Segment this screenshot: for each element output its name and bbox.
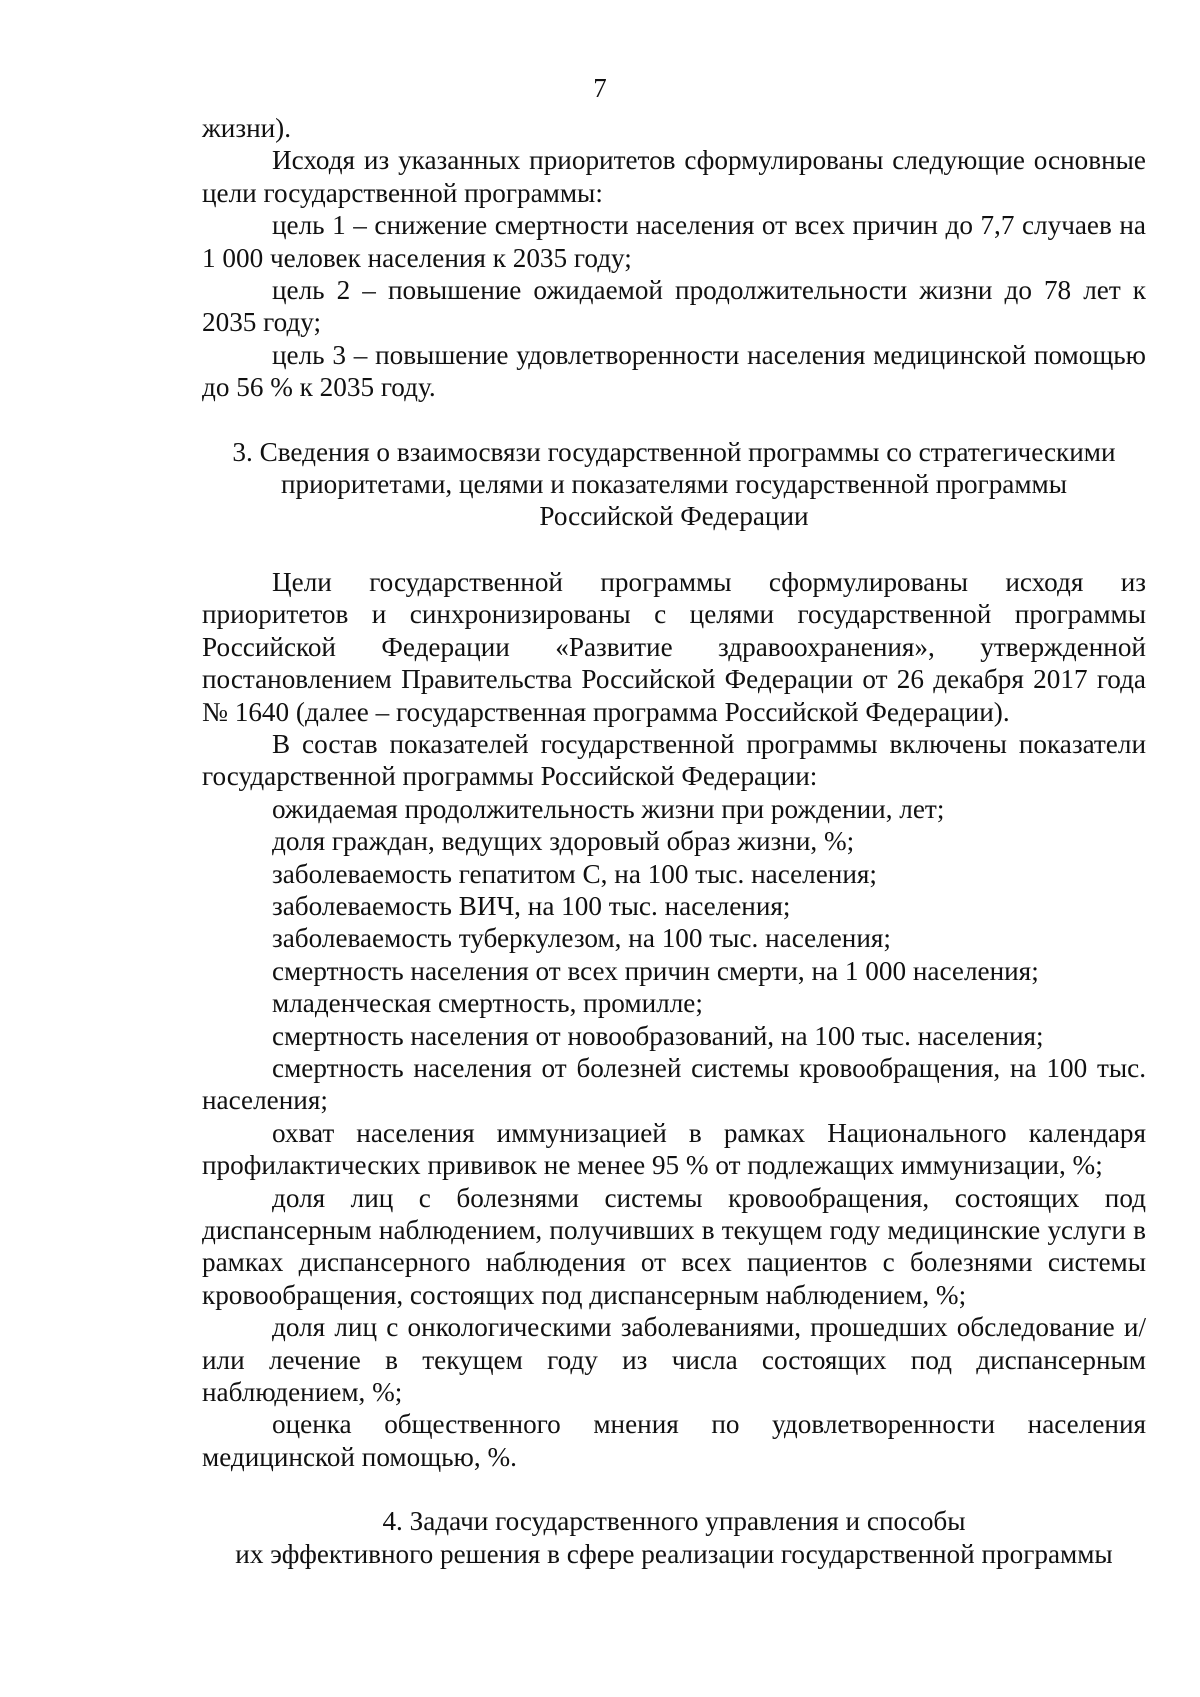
- document-body: [202, 112, 1146, 1570]
- section-3-heading: [202, 436, 1146, 533]
- heading-line: 4. Задачи государственного управления и способы: [382, 1506, 966, 1537]
- indicator-item: ожидаемая продолжительность жизни при рождении, лет;: [272, 793, 945, 824]
- indicators-list: [202, 793, 1146, 1474]
- heading-line: их эффективного решения в сфере реализации государственной программы: [235, 1538, 1113, 1569]
- indicator-item: доля лиц с онкологическими заболеваниями, прошедших обследование и/или лечение в текущем году из числа состоящих под диспансерным наблюдением, %;: [202, 1312, 1146, 1408]
- goals-alignment-paragraph: Цели государственной программы сформулированы исходя из приоритетов и синхронизированы с целями государственной программы Российской Федерации «Развитие здравоохранения», утвержденной постановлением Правительства Российской Федерации от 26 декабря 2017 года № 1640 (далее – государственная программа Российской Федерации).: [202, 566, 1146, 727]
- indicator-item: младенческая смертность, промилле;: [272, 988, 703, 1019]
- page-number: 7: [593, 73, 607, 103]
- indicator-item: доля лиц с болезнями системы кровообращения, состоящих под диспансерным наблюдением, получивших в текущем году медицинские услуги в рамках диспансерного наблюдения от всех пациентов с болезнями системы кровообращения, состоящих под диспансерным наблюдением, %;: [202, 1182, 1146, 1310]
- goal-item: цель 3 – повышение удовлетворенности населения медицинской помощью до 56 % к 2035 году.: [202, 339, 1146, 403]
- indicator-item: смертность населения от всех причин смерти, на 1 000 населения;: [272, 955, 1039, 986]
- indicator-item: доля граждан, ведущих здоровый образ жизни, %;: [272, 826, 855, 857]
- indicators-intro-paragraph: В состав показателей государственной программы включены показатели государственной программы Российской Федерации:: [202, 728, 1146, 792]
- goal-item: цель 1 – снижение смертности населения от всех причин до 7,7 случаев на 1 000 человек населения к 2035 году;: [202, 210, 1146, 273]
- heading-line: 3. Сведения о взаимосвязи государственной программы со стратегическими: [232, 436, 1116, 467]
- indicator-item: заболеваемость туберкулезом, на 100 тыс. населения;: [272, 923, 891, 954]
- section-4-heading: [202, 1505, 1146, 1570]
- indicator-item: заболеваемость ВИЧ, на 100 тыс. населения;: [272, 890, 791, 921]
- heading-line: приоритетами, целями и показателями государственной программы: [280, 469, 1068, 500]
- indicator-item: заболеваемость гепатитом С, на 100 тыс. населения;: [272, 858, 877, 889]
- heading-line: Российской Федерации: [539, 501, 809, 532]
- indicator-item: смертность населения от болезней системы кровообращения, на 100 тыс. населения;: [202, 1052, 1146, 1116]
- indicator-item: оценка общественного мнения по удовлетворенности населения медицинской помощью, %.: [202, 1409, 1146, 1472]
- indicator-item: смертность населения от новообразований, на 100 тыс. населения;: [272, 1020, 1044, 1051]
- goal-item: цель 2 – повышение ожидаемой продолжительности жизни до 78 лет к 2035 году;: [202, 275, 1146, 338]
- goals-intro-paragraph: Исходя из указанных приоритетов сформулированы следующие основные цели государственной программы:: [202, 145, 1146, 208]
- paragraph-fragment: жизни).: [202, 113, 292, 143]
- indicator-item: охват населения иммунизацией в рамках Национального календаря профилактических прививок не менее 95 % от подлежащих иммунизации, %;: [202, 1117, 1146, 1181]
